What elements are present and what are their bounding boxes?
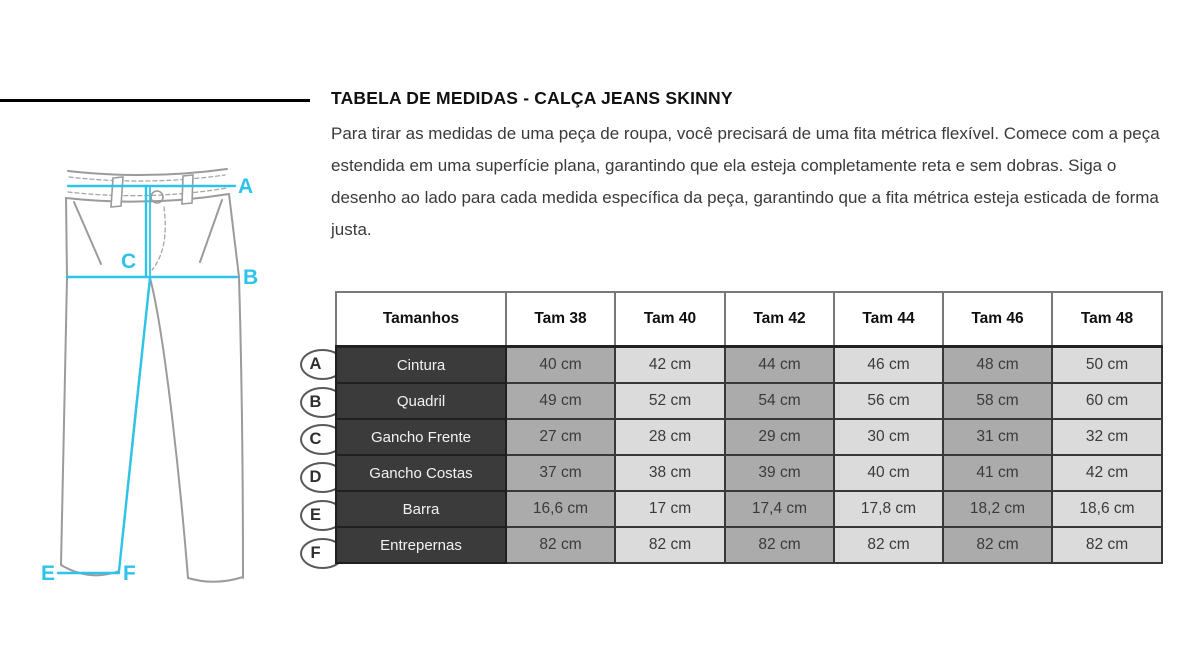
header-tam-42: Tam 42 [725,292,834,347]
cell-quadril-42: 54 cm [725,383,834,419]
fly-stitch [152,207,165,270]
waist-stitch-bottom [68,188,227,196]
belt-loop-left [111,177,123,207]
cell-gancho-costas-40: 38 cm [615,455,725,491]
row-label-gancho-costas: Gancho Costas [336,455,506,491]
row-letter-badge-f: F [300,538,345,569]
table-row-entrepernas [336,527,1162,563]
cell-quadril-48: 60 cm [1052,383,1162,419]
cell-gancho-costas-42: 39 cm [725,455,834,491]
cell-gancho-frente-40: 28 cm [615,419,725,455]
cell-quadril-40: 52 cm [615,383,725,419]
measure-line-inseam-F [119,278,150,571]
right-inner-seam [150,278,188,578]
cell-gancho-costas-46: 41 cm [943,455,1052,491]
cell-gancho-frente-44: 30 cm [834,419,943,455]
top-divider-line [0,99,310,102]
cell-barra-42: 17,4 cm [725,491,834,527]
right-outer-seam [229,194,243,578]
cell-gancho-costas-48: 42 cm [1052,455,1162,491]
header-tamanhos: Tamanhos [336,292,506,347]
cell-gancho-costas-44: 40 cm [834,455,943,491]
cell-entrepernas-42: 82 cm [725,527,834,563]
belt-loop-right [182,175,193,204]
header-tam-38: Tam 38 [506,292,615,347]
row-letter-badge-a: A [300,349,345,380]
row-label-cintura: Cintura [336,347,506,384]
row-label-entrepernas: Entrepernas [336,527,506,563]
cell-gancho-frente-42: 29 cm [725,419,834,455]
cell-gancho-frente-46: 31 cm [943,419,1052,455]
diagram-label-b: B [243,266,259,289]
cell-barra-48: 18,6 cm [1052,491,1162,527]
right-hem [188,577,243,582]
row-letter-badge-d: D [300,462,345,493]
header-tam-48: Tam 48 [1052,292,1162,347]
diagram-label-c: C [121,250,137,273]
measurements-table [335,291,1163,564]
table-row-quadril [336,383,1162,419]
waist-top-edge [68,169,227,175]
cell-cintura-38: 40 cm [506,347,615,384]
left-outer-seam [61,198,67,565]
table-row-gancho-frente [336,419,1162,455]
cell-quadril-44: 56 cm [834,383,943,419]
cell-barra-38: 16,6 cm [506,491,615,527]
cell-cintura-46: 48 cm [943,347,1052,384]
diagram-label-f: F [123,562,136,585]
cell-quadril-46: 58 cm [943,383,1052,419]
header-tam-40: Tam 40 [615,292,725,347]
cell-gancho-frente-48: 32 cm [1052,419,1162,455]
cell-cintura-48: 50 cm [1052,347,1162,384]
table-row-cintura [336,347,1162,384]
cell-entrepernas-44: 82 cm [834,527,943,563]
row-letter-badge-c: C [300,424,345,455]
cell-gancho-frente-38: 27 cm [506,419,615,455]
cell-barra-46: 18,2 cm [943,491,1052,527]
cell-entrepernas-46: 82 cm [943,527,1052,563]
cell-gancho-costas-38: 37 cm [506,455,615,491]
row-letter-badge-b: B [300,387,345,418]
cell-quadril-38: 49 cm [506,383,615,419]
diagram-label-e: E [41,562,56,585]
cell-cintura-40: 42 cm [615,347,725,384]
header-tam-46: Tam 46 [943,292,1052,347]
header-tam-44: Tam 44 [834,292,943,347]
row-letter-badge-e: E [300,500,345,531]
intro-paragraph: Para tirar as medidas de uma peça de roupa, você precisará de uma fita métrica flexível. Comece com a peça estendida em uma superfície plana, garantindo que ela esteja completamente reta e sem dobras. Siga o desenho ao lado para cada medida específica da peça, garantindo que a fita métrica esteja esticada de forma justa. [331,124,1160,239]
page-title: TABELA DE MEDIDAS - CALÇA JEANS SKINNY [331,88,733,108]
cell-entrepernas-48: 82 cm [1052,527,1162,563]
row-label-quadril: Quadril [336,383,506,419]
pocket-left [74,202,101,264]
cell-cintura-44: 46 cm [834,347,943,384]
table-header-row [336,292,1162,347]
row-label-barra: Barra [336,491,506,527]
pocket-right [200,200,222,262]
cell-entrepernas-40: 82 cm [615,527,725,563]
cell-barra-40: 17 cm [615,491,725,527]
diagram-label-a: A [238,175,254,198]
row-label-gancho-frente: Gancho Frente [336,419,506,455]
cell-cintura-42: 44 cm [725,347,834,384]
cell-entrepernas-38: 82 cm [506,527,615,563]
table-row-gancho-costas [336,455,1162,491]
pants-diagram [25,150,285,610]
table-row-barra [336,491,1162,527]
cell-barra-44: 17,8 cm [834,491,943,527]
